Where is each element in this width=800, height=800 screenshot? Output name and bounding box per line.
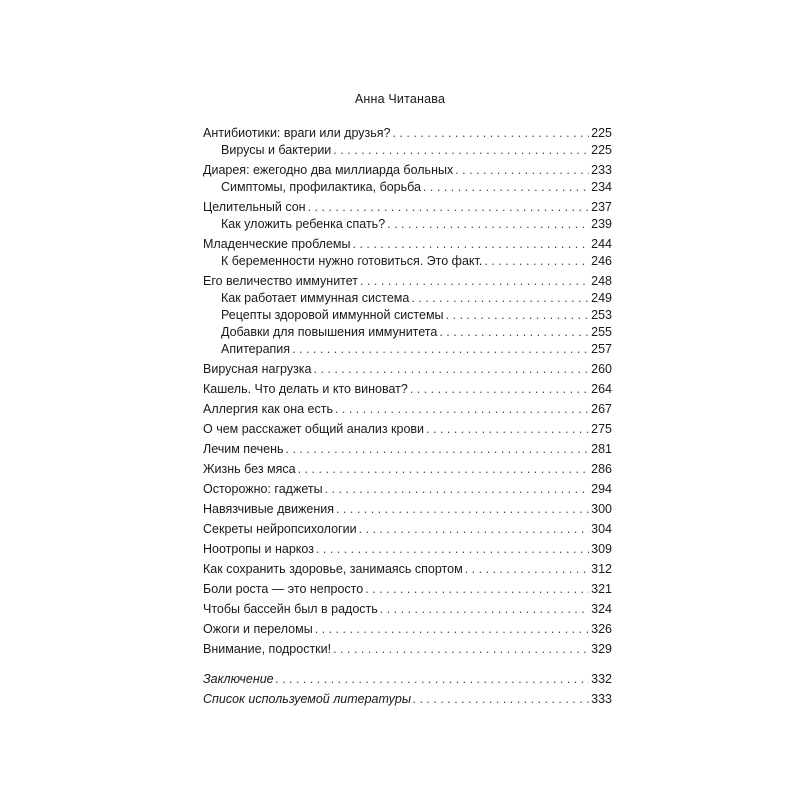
dot-leader (333, 142, 589, 158)
toc-entry-title: Вирусы и бактерии (221, 143, 332, 157)
toc-page-number: 286 (591, 462, 612, 476)
dot-leader (286, 441, 590, 457)
toc-entry (203, 199, 612, 215)
toc-entry-title: Боли роста — это непросто (203, 582, 364, 596)
toc-page-number: 246 (591, 254, 612, 268)
toc-subentry (203, 307, 612, 323)
toc-entry (203, 641, 612, 657)
toc-page-number: 225 (591, 143, 612, 157)
toc-entry (203, 671, 612, 687)
dot-leader (333, 641, 589, 657)
dot-leader (413, 691, 589, 707)
toc-page-number: 253 (591, 308, 612, 322)
table-of-contents (203, 125, 612, 707)
toc-page-number: 257 (591, 342, 612, 356)
toc-entry-title: Заключение (203, 672, 274, 686)
toc-entry (203, 461, 612, 477)
toc-entry-title: Добавки для повышения иммунитета (221, 325, 438, 339)
dot-leader (359, 521, 590, 537)
toc-page-number: 237 (591, 200, 612, 214)
toc-entry-title: Лечим печень (203, 442, 284, 456)
toc-page-number: 333 (591, 692, 612, 706)
dot-leader (465, 561, 589, 577)
dot-leader (387, 216, 589, 232)
toc-page-number: 233 (591, 163, 612, 177)
toc-entry-title: Чтобы бассейн был в радость (203, 602, 378, 616)
toc-page-number: 255 (591, 325, 612, 339)
toc-entry-title: Как работает иммунная система (221, 291, 410, 305)
dot-leader (298, 461, 590, 477)
toc-page-number: 275 (591, 422, 612, 436)
toc-page-number: 332 (591, 672, 612, 686)
dot-leader (392, 125, 589, 141)
dot-leader (292, 341, 589, 357)
toc-entry-title: Аллергия как она есть (203, 402, 333, 416)
toc-page-number: 234 (591, 180, 612, 194)
toc-entry-title: Апитерапия (221, 342, 291, 356)
toc-page-number: 244 (591, 237, 612, 251)
toc-entry-title: Как сохранить здоровье, занимаясь спортом (203, 562, 463, 576)
toc-entry (203, 125, 612, 141)
toc-entry-title: О чем расскажет общий анализ крови (203, 422, 425, 436)
dot-leader (325, 481, 590, 497)
toc-entry-title: Жизнь без мяса (203, 462, 296, 476)
toc-page-number: 326 (591, 622, 612, 636)
dot-leader (365, 581, 589, 597)
toc-entry-title: Диарея: ежегодно два миллиарда больных (203, 163, 454, 177)
toc-page-number: 329 (591, 642, 612, 656)
toc-entry-title: Ожоги и переломы (203, 622, 313, 636)
toc-subentry (203, 142, 612, 158)
toc-entry-title: Список используемой литературы (203, 692, 412, 706)
toc-subentry (203, 341, 612, 357)
toc-page-number: 249 (591, 291, 612, 305)
toc-entry-title: Рецепты здоровой иммунной системы (221, 308, 444, 322)
toc-subentry (203, 179, 612, 195)
toc-page-number: 281 (591, 442, 612, 456)
toc-page-number: 324 (591, 602, 612, 616)
toc-page-number: 267 (591, 402, 612, 416)
toc-entry-title: Секреты нейропсихологии (203, 522, 357, 536)
dot-leader (353, 236, 590, 252)
dot-leader (439, 324, 589, 340)
toc-entry-title: Кашель. Что делать и кто виноват? (203, 382, 408, 396)
dot-leader (335, 401, 589, 417)
toc-entry (203, 421, 612, 437)
dot-leader (446, 307, 590, 323)
dot-leader (308, 199, 590, 215)
dot-leader (360, 273, 589, 289)
dot-leader (276, 671, 590, 687)
toc-entry (203, 162, 612, 178)
toc-entry-title: Внимание, подростки! (203, 642, 332, 656)
dot-leader (315, 621, 589, 637)
toc-entry (203, 381, 612, 397)
dot-leader (455, 162, 589, 178)
toc-entry (203, 561, 612, 577)
toc-page-number: 304 (591, 522, 612, 536)
toc-entry (203, 691, 612, 707)
toc-entry (203, 621, 612, 637)
toc-page-number: 309 (591, 542, 612, 556)
toc-page-number: 225 (591, 126, 612, 140)
toc-entry (203, 581, 612, 597)
dot-leader (336, 501, 589, 517)
toc-page-number: 260 (591, 362, 612, 376)
dot-leader (484, 253, 589, 269)
toc-entry-title: Осторожно: гаджеты (203, 482, 323, 496)
toc-entry-title: Ноотропы и наркоз (203, 542, 314, 556)
toc-entry-title: Симптомы, профилактика, борьба (221, 180, 421, 194)
toc-entry-title: Целительный сон (203, 200, 306, 214)
running-head: Анна Читанава (354, 92, 446, 106)
toc-entry (203, 361, 612, 377)
toc-entry (203, 521, 612, 537)
toc-entry-title: Навязчивые движения (203, 502, 334, 516)
toc-entry (203, 401, 612, 417)
toc-entry-title: Вирусная нагрузка (203, 362, 312, 376)
toc-page-number: 300 (591, 502, 612, 516)
toc-subentry (203, 324, 612, 340)
toc-page-number: 264 (591, 382, 612, 396)
dot-leader (423, 179, 589, 195)
toc-subentry (203, 290, 612, 306)
toc-page-number: 312 (591, 562, 612, 576)
toc-entry (203, 501, 612, 517)
dot-leader (380, 601, 589, 617)
dot-leader (426, 421, 589, 437)
toc-entry-title: К беременности нужно готовиться. Это факт. (221, 254, 483, 268)
toc-page-number: 239 (591, 217, 612, 231)
dot-leader (316, 541, 589, 557)
toc-page-number: 321 (591, 582, 612, 596)
toc-entry-title: Младенческие проблемы (203, 237, 351, 251)
toc-subentry (203, 253, 612, 269)
toc-entry-title: Как уложить ребенка спать? (221, 217, 386, 231)
dot-leader (410, 381, 589, 397)
toc-entry (203, 601, 612, 617)
dot-leader (314, 361, 590, 377)
toc-entry (203, 273, 612, 289)
toc-entry (203, 441, 612, 457)
toc-page-number: 248 (591, 274, 612, 288)
toc-entry (203, 481, 612, 497)
toc-entry-title: Антибиотики: враги или друзья? (203, 126, 391, 140)
dot-leader (411, 290, 589, 306)
toc-page-number: 294 (591, 482, 612, 496)
toc-subentry (203, 216, 612, 232)
toc-entry (203, 541, 612, 557)
toc-entry-title: Его величество иммунитет (203, 274, 359, 288)
toc-entry (203, 236, 612, 252)
